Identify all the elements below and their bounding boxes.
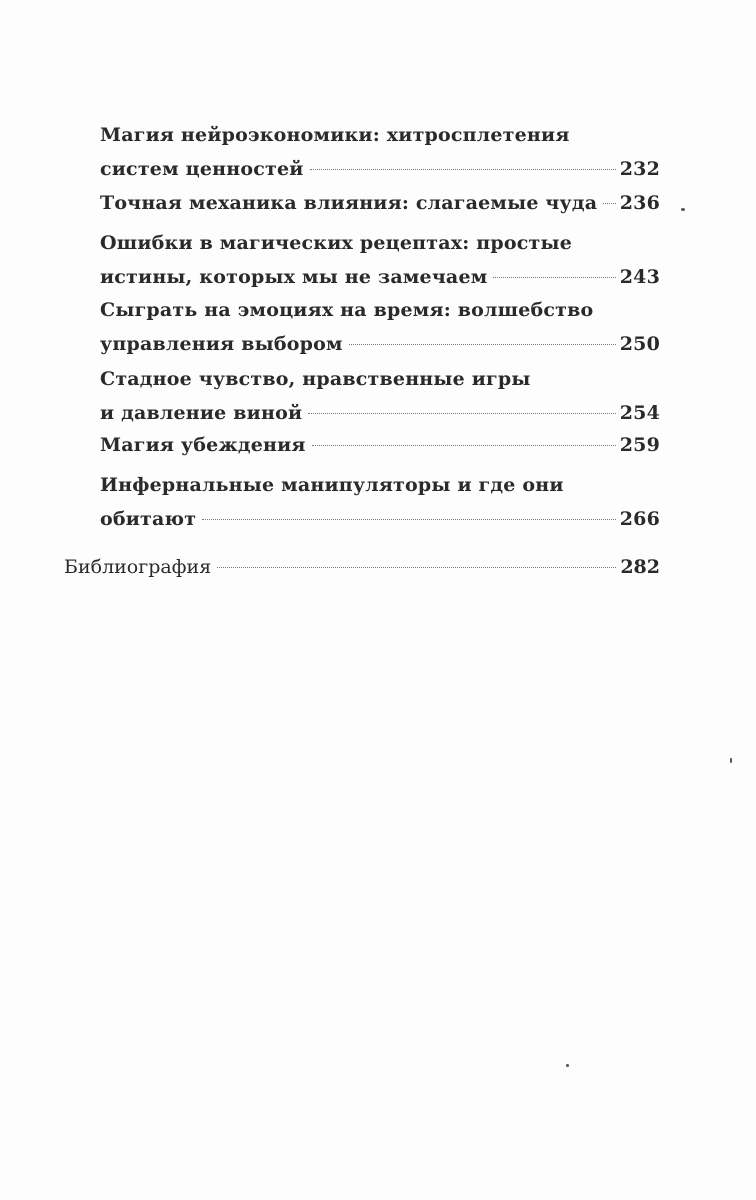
dot-leader [217, 567, 616, 568]
entry-title-line1: Магия нейроэкономики: хитросплетения [100, 124, 570, 146]
page-number: 282 [620, 556, 660, 578]
toc-entry-3 [100, 226, 660, 294]
dot-leader [493, 277, 615, 278]
toc-entry-bibliography [64, 550, 660, 584]
paper-speck [566, 1064, 569, 1067]
entry-title-line2: управления выбором [100, 333, 343, 355]
paper-speck [730, 758, 732, 763]
entry-title-line2: Магия убеждения [100, 434, 306, 456]
entry-title-line1: Инфернальные манипуляторы и где они [100, 474, 564, 496]
toc-entry-1 [100, 118, 660, 186]
page-number: 254 [619, 402, 660, 424]
toc-entry-4 [100, 293, 660, 361]
entry-title-line2: обитают [100, 508, 197, 530]
entry-title-line1: Ошибки в магических рецептах: простые [100, 232, 573, 254]
entry-title-line2: систем ценностей [100, 158, 304, 180]
toc-entry-7 [100, 468, 660, 536]
toc-entry-5 [100, 362, 660, 430]
paper-speck [681, 208, 685, 211]
entry-title-line1: Стадное чувство, нравственные игры [100, 368, 531, 390]
dot-leader [308, 413, 615, 414]
page-number: 259 [619, 434, 660, 456]
toc-entry-2 [100, 186, 660, 220]
page-number: 266 [619, 508, 660, 530]
toc-entry-6 [100, 428, 660, 462]
page-number: 236 [619, 192, 660, 214]
dot-leader [310, 169, 616, 170]
entry-title-line2: истины, которых мы не замечаем [100, 266, 488, 288]
dot-leader [349, 344, 616, 345]
page-number: 232 [619, 158, 660, 180]
bibliography-title: Библиография [64, 556, 212, 578]
dot-leader [312, 445, 616, 446]
entry-title-line2: Точная механика влияния: слагаемые чуда [100, 192, 598, 214]
page-number: 250 [619, 333, 660, 355]
entry-title-line2: и давление виной [100, 402, 303, 424]
page-number: 243 [619, 266, 660, 288]
dot-leader [202, 519, 616, 520]
entry-title-line1: Сыграть на эмоциях на время: волшебство [100, 299, 594, 321]
dot-leader [603, 203, 615, 204]
